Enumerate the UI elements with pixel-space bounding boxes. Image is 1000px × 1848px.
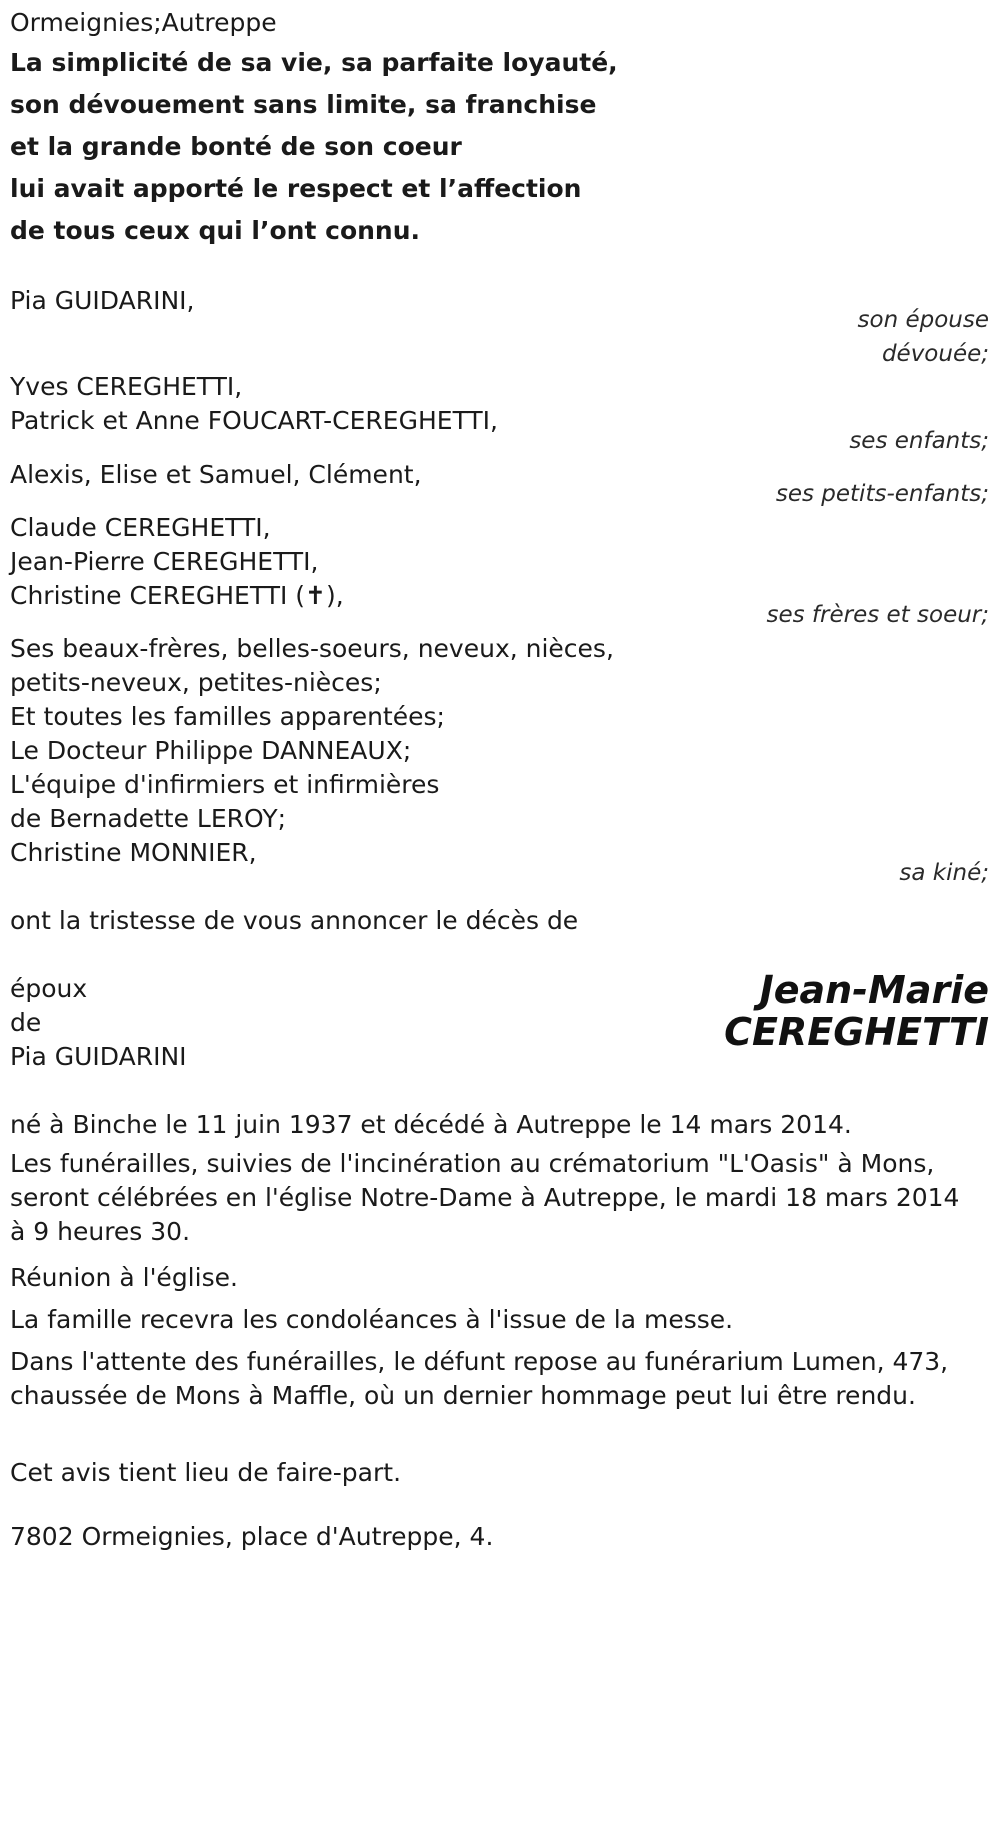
child-name: Yves CEREGHETTI, — [10, 372, 243, 401]
relation-line: de — [10, 1008, 42, 1037]
condolences-note: La famille recevra les condoléances à l'issue de la messe. — [10, 1305, 734, 1334]
relative-line: petits-neveux, petites-nièces; — [10, 668, 382, 697]
funeral-details: Les funérailles, suivies de l'incinération au crématorium "L'Oasis" à Mons, seront célébrées en l'église Notre-Dame à Autreppe, le mardi 18 mars 2014 à 9 heures 30. — [10, 1149, 960, 1246]
birth-death-line: né à Binche le 11 juin 1937 et décédé à Autreppe le 14 mars 2014. — [10, 1110, 852, 1139]
relation-line: Pia GUIDARINI — [10, 1042, 187, 1071]
meeting-place: Réunion à l'église. — [10, 1263, 238, 1292]
family-address: 7802 Ormeignies, place d'Autreppe, 4. — [10, 1522, 494, 1551]
deceased-last-name: CEREGHETTI — [724, 1010, 989, 1054]
grandchildren-names: Alexis, Elise et Samuel, Clément, — [10, 460, 422, 489]
epitaph-line: de tous ceux qui l’ont connu. — [10, 216, 421, 245]
siblings-role: ses frères et soeur; — [766, 602, 989, 628]
relation-line: époux — [10, 974, 88, 1003]
epitaph-line: lui avait apporté le respect et l’affection — [10, 174, 582, 203]
funerarium-details: Dans l'attente des funérailles, le défunt repose au funérarium Lumen, 473, chaussée de Mons à Maffle, où un dernier hommage peut lui être rendu. — [10, 1347, 949, 1410]
children-role: ses enfants; — [849, 428, 989, 454]
kine-role: sa kiné; — [899, 860, 989, 886]
relative-line: Et toutes les familles apparentées; — [10, 702, 445, 731]
epitaph-line: La simplicité de sa vie, sa parfaite loyauté, — [10, 48, 618, 77]
relative-line: de Bernadette LEROY; — [10, 804, 287, 833]
notice-statement: Cet avis tient lieu de faire-part. — [10, 1458, 402, 1487]
relative-line: L'équipe d'infirmiers et infirmières — [10, 770, 440, 799]
spouse-role: dévouée; — [881, 341, 989, 367]
spouse-name: Pia GUIDARINI, — [10, 286, 195, 315]
relative-line: Christine MONNIER, — [10, 838, 257, 867]
deceased-first-name: Jean-Marie — [759, 968, 989, 1012]
sibling-name: Jean-Pierre CEREGHETTI, — [10, 547, 319, 576]
announcement-text: ont la tristesse de vous annoncer le décès de — [10, 906, 579, 935]
epitaph-line: son dévouement sans limite, sa franchise — [10, 90, 597, 119]
child-name: Patrick et Anne FOUCART-CEREGHETTI, — [10, 406, 498, 435]
relative-line: Ses beaux-frères, belles-soeurs, neveux, nièces, — [10, 634, 614, 663]
epitaph-line: et la grande bonté de son coeur — [10, 132, 462, 161]
header-place: Ormeignies;Autreppe — [10, 8, 277, 37]
sibling-name: Christine CEREGHETTI (✝), — [10, 581, 344, 610]
spouse-role: son épouse — [857, 307, 989, 333]
relative-line: Le Docteur Philippe DANNEAUX; — [10, 736, 412, 765]
sibling-name: Claude CEREGHETTI, — [10, 513, 271, 542]
grandchildren-role: ses petits-enfants; — [775, 481, 989, 507]
